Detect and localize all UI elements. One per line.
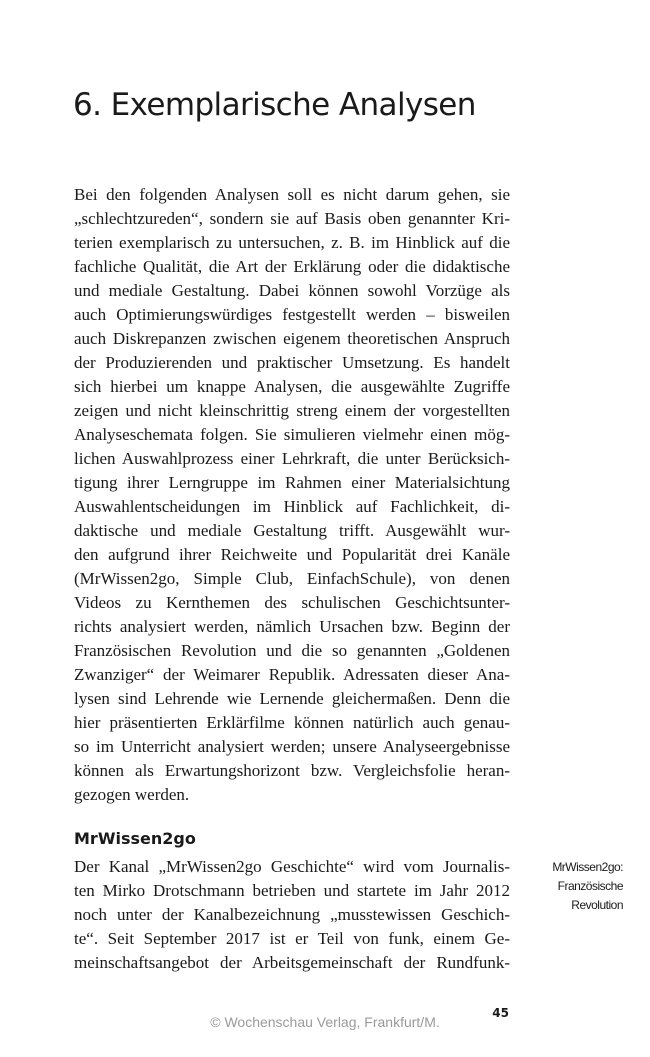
text-line: Bei den folgenden Analysen soll es nicht darum gehen, sie — [74, 185, 510, 204]
marginal-note-line: Französische — [557, 879, 623, 893]
marginal-note-line: Revolution — [571, 898, 623, 912]
text-line: Zwanziger“ der Weimarer Republik. Adressaten dieser Ana- — [74, 665, 510, 684]
text-line: fachliche Qualität, die Art der Erklärung oder die didaktische — [74, 257, 510, 276]
text-line: sich hierbei um knappe Analysen, die ausgewählte Zugriffe — [74, 377, 510, 396]
text-line: zeigen und nicht kleinschrittig streng einem der vorgestellten — [74, 401, 510, 420]
text-line: meinschaftsangebot der Arbeitsgemeinschaft der Rundfunk- — [74, 953, 510, 972]
text-line: Analyseschemata folgen. Sie simulieren vielmehr einen mög- — [74, 425, 510, 444]
text-line: lichen Auswahlprozess einer Lehrkraft, die unter Berücksich- — [74, 449, 510, 468]
section-heading: MrWissen2go — [74, 829, 196, 848]
text-line: Auswahlentscheidungen im Hinblick auf Fachlichkeit, di- — [74, 497, 510, 516]
text-line: ten Mirko Drotschmann betrieben und startete im Jahr 2012 — [74, 881, 510, 900]
text-line: auch Optimierungswürdiges festgestellt werden – bisweilen — [74, 305, 510, 324]
text-line: den aufgrund ihrer Reichweite und Popularität drei Kanäle — [74, 545, 510, 564]
marginal-note — [513, 858, 623, 915]
text-line: (MrWissen2go, Simple Club, EinfachSchule), von denen — [74, 569, 510, 588]
text-line: können als Erwartungshorizont bzw. Vergleichsfolie heran- — [74, 761, 510, 780]
page-number: 45 — [492, 1006, 509, 1020]
text-line: gezogen werden. — [74, 785, 190, 804]
text-line: und mediale Gestaltung. Dabei können sowohl Vorzüge als — [74, 281, 510, 300]
text-line: der Produzierenden und praktischer Umsetzung. Es handelt — [74, 353, 510, 372]
text-line: auch Diskrepanzen zwischen eigenem theoretischen Anspruch — [74, 329, 510, 348]
text-line: noch unter der Kanalbezeichnung „musstewissen Geschich- — [74, 905, 510, 924]
text-line: terien exemplarisch zu untersuchen, z. B. im Hinblick auf die — [74, 233, 510, 252]
intro-paragraph — [74, 183, 510, 807]
text-line: tigung ihrer Lerngruppe im Rahmen einer Materialsichtung — [74, 473, 510, 492]
section-paragraph — [74, 855, 510, 975]
text-line: Der Kanal „MrWissen2go Geschichte“ wird vom Journalis- — [74, 857, 510, 876]
text-line: so im Unterricht analysiert werden; unsere Analyseergebnisse — [74, 737, 510, 756]
text-line: richts analysiert werden, nämlich Ursachen bzw. Beginn der — [74, 617, 510, 636]
copyright-footer: © Wochenschau Verlag, Frankfurt/M. — [210, 1014, 440, 1030]
text-line: Videos zu Kernthemen des schulischen Geschichtsunter- — [74, 593, 510, 612]
text-line: Französischen Revolution und die so genannten „Goldenen — [74, 641, 510, 660]
text-line: daktische und mediale Gestaltung trifft. Ausgewählt wur- — [74, 521, 510, 540]
chapter-title: 6. Exemplarische Analysen — [73, 87, 476, 123]
marginal-note-line: MrWissen2go: — [552, 860, 623, 874]
text-line: te“. Seit September 2017 ist er Teil von funk, einem Ge- — [74, 929, 510, 948]
text-line: hier präsentierten Erklärfilme können natürlich auch genau- — [74, 713, 510, 732]
text-line: lysen sind Lehrende wie Lernende gleichermaßen. Denn die — [74, 689, 510, 708]
text-line: „schlechtzureden“, sondern sie auf Basis oben genannter Kri- — [74, 209, 510, 228]
